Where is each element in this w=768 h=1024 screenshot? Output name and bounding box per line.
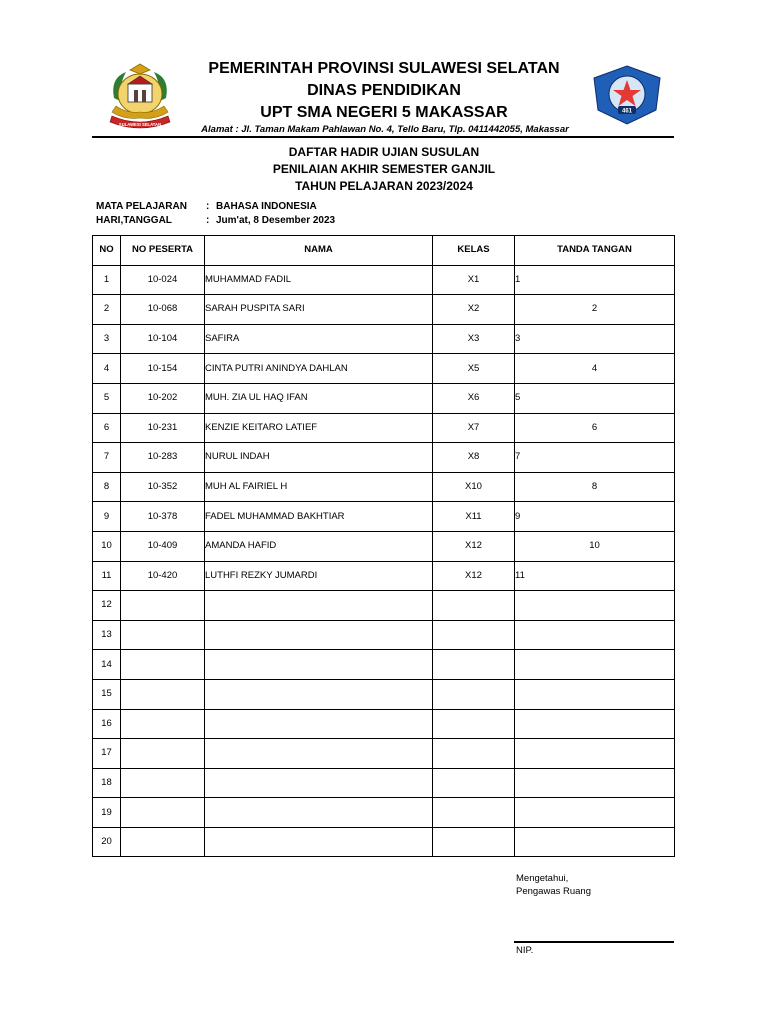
participant-number: 10-068 bbox=[121, 295, 205, 325]
table-row bbox=[93, 709, 675, 739]
participant-number bbox=[121, 679, 205, 709]
signature-cell bbox=[515, 650, 675, 680]
header-divider bbox=[92, 136, 674, 138]
class-name bbox=[433, 679, 515, 709]
row-number: 9 bbox=[93, 502, 121, 532]
signature-cell: 9 bbox=[515, 502, 675, 532]
table-header-row bbox=[93, 236, 675, 266]
row-number: 6 bbox=[93, 413, 121, 443]
signature-cell: 7 bbox=[515, 443, 675, 473]
row-number: 10 bbox=[93, 531, 121, 561]
acknowledged-label: Mengetahui, bbox=[516, 873, 569, 884]
class-name bbox=[433, 591, 515, 621]
student-name: MUH AL FAIRIEL H bbox=[205, 472, 433, 502]
table-row bbox=[93, 620, 675, 650]
header-line-2: DINAS PENDIDIKAN bbox=[307, 82, 461, 99]
row-number: 12 bbox=[93, 591, 121, 621]
table-row bbox=[93, 443, 675, 473]
table-row bbox=[93, 354, 675, 384]
signature-cell: 1 bbox=[515, 265, 675, 295]
student-name bbox=[205, 798, 433, 828]
row-number: 15 bbox=[93, 679, 121, 709]
doc-title-2: PENILAIAN AKHIR SEMESTER GANJIL bbox=[272, 162, 496, 176]
header-line-1: PEMERINTAH PROVINSI SULAWESI SELATAN bbox=[208, 60, 560, 77]
signature-cell: 8 bbox=[515, 472, 675, 502]
class-name bbox=[433, 798, 515, 828]
row-number: 5 bbox=[93, 383, 121, 413]
svg-text:SULAWESI SELATAN: SULAWESI SELATAN bbox=[118, 122, 162, 127]
header-no: NO bbox=[93, 236, 121, 266]
signature-cell bbox=[515, 679, 675, 709]
signature-cell: 4 bbox=[515, 354, 675, 384]
participant-number: 10-024 bbox=[121, 265, 205, 295]
class-name: X7 bbox=[433, 413, 515, 443]
participant-number: 10-420 bbox=[121, 561, 205, 591]
row-number: 14 bbox=[93, 650, 121, 680]
signature-cell bbox=[515, 768, 675, 798]
signature-cell: 11 bbox=[515, 561, 675, 591]
participant-number: 10-231 bbox=[121, 413, 205, 443]
student-name: SAFIRA bbox=[205, 324, 433, 354]
signature-cell bbox=[515, 798, 675, 828]
participant-number: 10-409 bbox=[121, 531, 205, 561]
row-number: 1 bbox=[93, 265, 121, 295]
class-name: X5 bbox=[433, 354, 515, 384]
subject-value: BAHASA INDONESIA bbox=[216, 201, 317, 212]
table-row bbox=[93, 295, 675, 325]
table-row bbox=[93, 827, 675, 857]
header-tanda-tangan: TANDA TANGAN bbox=[515, 236, 675, 266]
table-row bbox=[93, 531, 675, 561]
class-name: X11 bbox=[433, 502, 515, 532]
date-colon: : bbox=[206, 215, 210, 226]
class-name: X6 bbox=[433, 383, 515, 413]
table-row bbox=[93, 561, 675, 591]
table-row bbox=[93, 798, 675, 828]
attendance-table bbox=[92, 235, 675, 857]
row-number: 7 bbox=[93, 443, 121, 473]
signature-cell: 2 bbox=[515, 295, 675, 325]
student-name: LUTHFI REZKY JUMARDI bbox=[205, 561, 433, 591]
participant-number: 10-104 bbox=[121, 324, 205, 354]
class-name: X2 bbox=[433, 295, 515, 325]
signature-line bbox=[514, 941, 674, 943]
class-name bbox=[433, 768, 515, 798]
row-number: 4 bbox=[93, 354, 121, 384]
participant-number: 10-352 bbox=[121, 472, 205, 502]
school-badge-icon bbox=[590, 64, 664, 126]
row-number: 13 bbox=[93, 620, 121, 650]
row-number: 2 bbox=[93, 295, 121, 325]
table-row bbox=[93, 768, 675, 798]
subject-colon: : bbox=[206, 201, 210, 212]
table-row bbox=[93, 591, 675, 621]
signature-cell: 6 bbox=[515, 413, 675, 443]
participant-number: 10-202 bbox=[121, 383, 205, 413]
header-kelas: KELAS bbox=[433, 236, 515, 266]
header-line-3: UPT SMA NEGERI 5 MAKASSAR bbox=[260, 104, 508, 121]
table-row bbox=[93, 472, 675, 502]
date-value: Jum'at, 8 Desember 2023 bbox=[216, 215, 336, 226]
row-number: 20 bbox=[93, 827, 121, 857]
participant-number bbox=[121, 709, 205, 739]
signature-cell: 3 bbox=[515, 324, 675, 354]
signature-cell bbox=[515, 709, 675, 739]
table-row bbox=[93, 679, 675, 709]
signature-cell bbox=[515, 620, 675, 650]
svg-text:461: 461 bbox=[621, 108, 633, 115]
student-name bbox=[205, 827, 433, 857]
participant-number bbox=[121, 798, 205, 828]
date-label: HARI,TANGGAL bbox=[96, 215, 172, 226]
signature-cell bbox=[515, 591, 675, 621]
student-name: KENZIE KEITARO LATIEF bbox=[205, 413, 433, 443]
school-address: Alamat : Jl. Taman Makam Pahlawan No. 4, Tello Baru, Tlp. 0411442055, Makassar bbox=[201, 124, 569, 135]
student-name: NURUL INDAH bbox=[205, 443, 433, 473]
class-name: X10 bbox=[433, 472, 515, 502]
participant-number bbox=[121, 739, 205, 769]
student-name bbox=[205, 768, 433, 798]
table-row bbox=[93, 739, 675, 769]
supervisor-label: Pengawas Ruang bbox=[516, 886, 591, 897]
doc-title-1: DAFTAR HADIR UJIAN SUSULAN bbox=[288, 145, 480, 159]
class-name: X1 bbox=[433, 265, 515, 295]
table-row bbox=[93, 324, 675, 354]
row-number: 8 bbox=[93, 472, 121, 502]
nip-label: NIP. bbox=[516, 945, 534, 956]
participant-number bbox=[121, 620, 205, 650]
table-row bbox=[93, 502, 675, 532]
doc-title-3: TAHUN PELAJARAN 2023/2024 bbox=[295, 179, 473, 193]
student-name: MUHAMMAD FADIL bbox=[205, 265, 433, 295]
row-number: 16 bbox=[93, 709, 121, 739]
table-row bbox=[93, 265, 675, 295]
signature-cell bbox=[515, 739, 675, 769]
participant-number: 10-378 bbox=[121, 502, 205, 532]
class-name: X8 bbox=[433, 443, 515, 473]
student-name bbox=[205, 739, 433, 769]
signature-cell: 10 bbox=[515, 531, 675, 561]
student-name: CINTA PUTRI ANINDYA DAHLAN bbox=[205, 354, 433, 384]
signature-cell: 5 bbox=[515, 383, 675, 413]
class-name bbox=[433, 650, 515, 680]
student-name: SARAH PUSPITA SARI bbox=[205, 295, 433, 325]
row-number: 17 bbox=[93, 739, 121, 769]
date-row bbox=[96, 214, 335, 227]
student-name bbox=[205, 679, 433, 709]
row-number: 11 bbox=[93, 561, 121, 591]
student-name bbox=[205, 620, 433, 650]
signature-cell bbox=[515, 827, 675, 857]
class-name: X12 bbox=[433, 531, 515, 561]
table-row bbox=[93, 383, 675, 413]
participant-number bbox=[121, 827, 205, 857]
header-no-peserta: NO PESERTA bbox=[121, 236, 205, 266]
class-name bbox=[433, 709, 515, 739]
class-name bbox=[433, 827, 515, 857]
participant-number bbox=[121, 591, 205, 621]
row-number: 19 bbox=[93, 798, 121, 828]
subject-row bbox=[96, 200, 317, 213]
student-name: AMANDA HAFID bbox=[205, 531, 433, 561]
row-number: 3 bbox=[93, 324, 121, 354]
header-nama: NAMA bbox=[205, 236, 433, 266]
student-name bbox=[205, 650, 433, 680]
student-name bbox=[205, 709, 433, 739]
student-name: MUH. ZIA UL HAQ IFAN bbox=[205, 383, 433, 413]
class-name bbox=[433, 739, 515, 769]
table-row bbox=[93, 650, 675, 680]
row-number: 18 bbox=[93, 768, 121, 798]
class-name: X12 bbox=[433, 561, 515, 591]
participant-number bbox=[121, 768, 205, 798]
subject-label: MATA PELAJARAN bbox=[96, 201, 187, 212]
student-name: FADEL MUHAMMAD BAKHTIAR bbox=[205, 502, 433, 532]
table-row bbox=[93, 413, 675, 443]
participant-number: 10-283 bbox=[121, 443, 205, 473]
student-name bbox=[205, 591, 433, 621]
participant-number: 10-154 bbox=[121, 354, 205, 384]
class-name: X3 bbox=[433, 324, 515, 354]
class-name bbox=[433, 620, 515, 650]
participant-number bbox=[121, 650, 205, 680]
